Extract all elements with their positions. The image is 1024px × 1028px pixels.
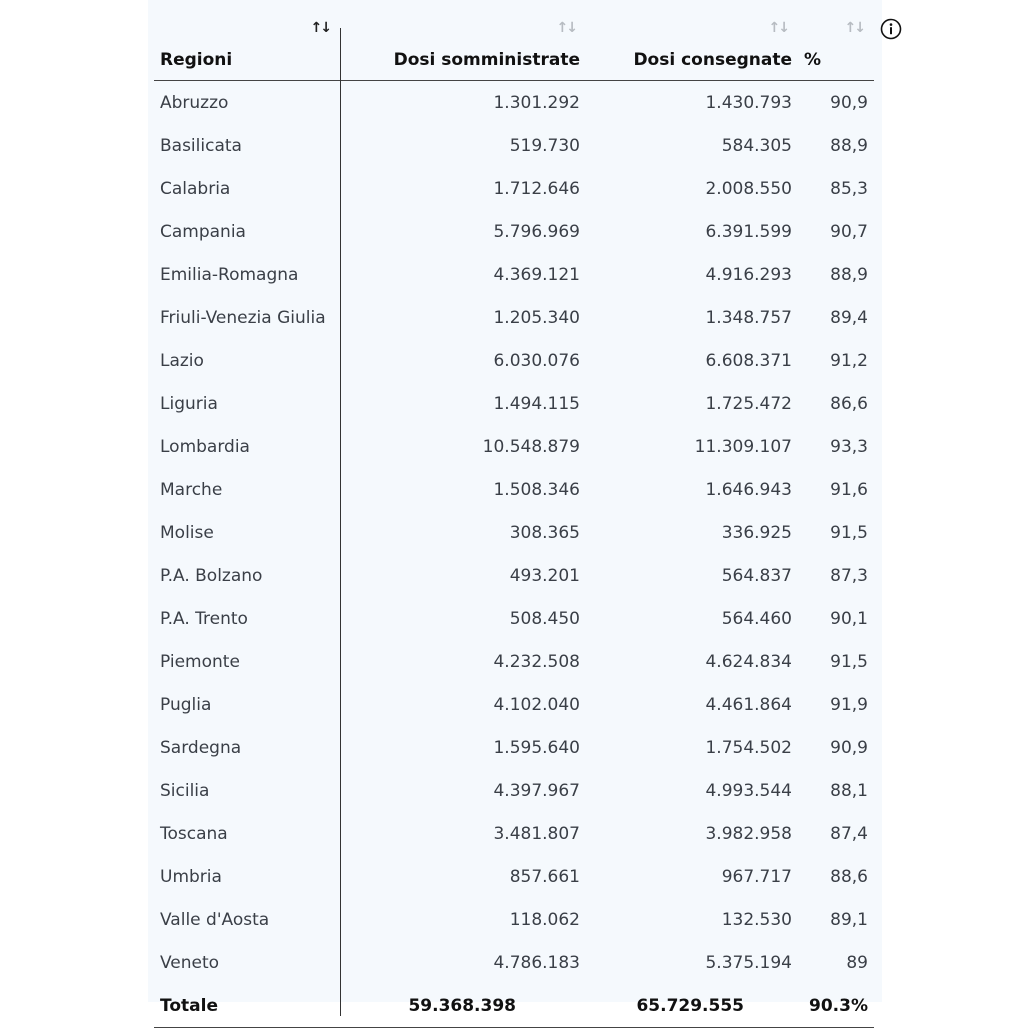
cell-dosi-somministrate: 308.365 (509, 522, 580, 543)
cell-dosi-consegnate: 1.754.502 (705, 737, 792, 758)
sort-arrows-icon[interactable]: ↑↓ (556, 20, 576, 36)
cell-percent: 90,1 (830, 608, 868, 629)
cell-dosi-consegnate: 4.461.864 (705, 694, 792, 715)
cell-dosi-consegnate: 4.993.544 (705, 780, 792, 801)
cell-percent: 88,9 (830, 264, 868, 285)
sort-arrows-icon[interactable]: ↑↓ (844, 20, 864, 36)
cell-dosi-consegnate: 3.982.958 (705, 823, 792, 844)
table-row (154, 167, 874, 210)
info-icon[interactable] (880, 18, 902, 40)
cell-regione: P.A. Trento (160, 608, 248, 629)
header-percent[interactable] (798, 14, 874, 81)
cell-dosi-somministrate: 4.397.967 (493, 780, 580, 801)
header-dosi-consegnate[interactable] (586, 14, 798, 81)
cell-percent: 91,5 (830, 651, 868, 672)
cell-dosi-somministrate: 10.548.879 (482, 436, 580, 457)
cell-dosi-somministrate: 4.232.508 (493, 651, 580, 672)
table-row (154, 855, 874, 898)
cell-dosi-somministrate: 1.205.340 (493, 307, 580, 328)
table-row (154, 769, 874, 812)
cell-regione: Puglia (160, 694, 212, 715)
table-row (154, 683, 874, 726)
cell-dosi-somministrate: 6.030.076 (493, 350, 580, 371)
cell-dosi-consegnate: 564.460 (721, 608, 792, 629)
cell-dosi-consegnate: 6.391.599 (705, 221, 792, 242)
cell-regione: Lazio (160, 350, 204, 371)
table-row (154, 468, 874, 511)
table-row (154, 726, 874, 769)
cell-regione: Sardegna (160, 737, 242, 758)
cell-dosi-consegnate: 1.725.472 (705, 393, 792, 414)
table-row (154, 812, 874, 855)
cell-percent: 88,1 (830, 780, 868, 801)
cell-dosi-consegnate: 1.646.943 (705, 479, 792, 500)
cell-dosi-consegnate: 1.430.793 (705, 92, 792, 113)
cell-percent: 89,4 (830, 307, 868, 328)
cell-percent: 87,4 (830, 823, 868, 844)
cell-regione: Veneto (160, 952, 220, 973)
cell-percent: 91,5 (830, 522, 868, 543)
cell-dosi-somministrate: 5.796.969 (493, 221, 580, 242)
cell-percent: 90,9 (830, 92, 868, 113)
cell-dosi-consegnate: 2.008.550 (705, 178, 792, 199)
cell-regione: Campania (160, 221, 246, 242)
cell-percent: 91,6 (830, 479, 868, 500)
header-label: Regioni (160, 50, 233, 70)
sort-arrows-icon[interactable]: ↑↓ (310, 20, 330, 36)
cell-regione: Calabria (160, 178, 231, 199)
cell-dosi-somministrate: 118.062 (509, 909, 580, 930)
cell-dosi-somministrate: 1.712.646 (493, 178, 580, 199)
table-row (154, 81, 874, 125)
cell-regione: Sicilia (160, 780, 210, 801)
total-row (154, 984, 874, 1028)
cell-dosi-somministrate: 857.661 (509, 866, 580, 887)
header-label: Dosi consegnate (633, 50, 792, 70)
cell-dosi-somministrate: 4.369.121 (493, 264, 580, 285)
cell-dosi-consegnate: 132.530 (721, 909, 792, 930)
table-row (154, 941, 874, 984)
cell-dosi-consegnate: 584.305 (721, 135, 792, 156)
total-somministrate: 59.368.398 (340, 984, 586, 1028)
cell-dosi-consegnate: 336.925 (721, 522, 792, 543)
cell-percent: 86,6 (830, 393, 868, 414)
cell-regione: Abruzzo (160, 92, 229, 113)
header-regioni[interactable] (154, 14, 340, 81)
table-row (154, 253, 874, 296)
cell-dosi-somministrate: 3.481.807 (493, 823, 580, 844)
table-row (154, 597, 874, 640)
column-divider (340, 28, 341, 1016)
cell-dosi-consegnate: 967.717 (721, 866, 792, 887)
table-row (154, 425, 874, 468)
cell-percent: 88,6 (830, 866, 868, 887)
cell-percent: 88,9 (830, 135, 868, 156)
table-row (154, 382, 874, 425)
table-row (154, 640, 874, 683)
cell-regione: Friuli-Venezia Giulia (160, 307, 326, 328)
cell-dosi-somministrate: 4.786.183 (493, 952, 580, 973)
cell-dosi-somministrate: 508.450 (509, 608, 580, 629)
cell-percent: 90,7 (830, 221, 868, 242)
cell-dosi-somministrate: 493.201 (509, 565, 580, 586)
cell-dosi-consegnate: 4.624.834 (705, 651, 792, 672)
regions-table (154, 14, 874, 1028)
table-row (154, 511, 874, 554)
table-row (154, 296, 874, 339)
sort-arrows-icon[interactable]: ↑↓ (768, 20, 788, 36)
table-row (154, 210, 874, 253)
cell-dosi-somministrate: 1.508.346 (493, 479, 580, 500)
header-dosi-somministrate[interactable] (340, 14, 586, 81)
cell-regione: Piemonte (160, 651, 240, 672)
cell-dosi-somministrate: 1.595.640 (493, 737, 580, 758)
cell-regione: Umbria (160, 866, 222, 887)
cell-dosi-somministrate: 4.102.040 (493, 694, 580, 715)
cell-percent: 89,1 (830, 909, 868, 930)
total-label: Totale (154, 984, 340, 1028)
cell-regione: Lombardia (160, 436, 250, 457)
cell-percent: 89 (846, 952, 868, 973)
cell-percent: 91,9 (830, 694, 868, 715)
cell-dosi-somministrate: 1.494.115 (493, 393, 580, 414)
cell-dosi-consegnate: 1.348.757 (705, 307, 792, 328)
cell-percent: 93,3 (830, 436, 868, 457)
total-percent: 90.3% (798, 984, 874, 1028)
cell-dosi-consegnate: 4.916.293 (705, 264, 792, 285)
cell-dosi-consegnate: 5.375.194 (705, 952, 792, 973)
cell-dosi-somministrate: 519.730 (509, 135, 580, 156)
cell-percent: 90,9 (830, 737, 868, 758)
cell-dosi-somministrate: 1.301.292 (493, 92, 580, 113)
cell-dosi-consegnate: 11.309.107 (694, 436, 792, 457)
cell-regione: Valle d'Aosta (160, 909, 270, 930)
table-row (154, 898, 874, 941)
cell-regione: P.A. Bolzano (160, 565, 263, 586)
header-label: Dosi somministrate (393, 50, 580, 70)
header-label: % (804, 50, 822, 70)
cell-regione: Marche (160, 479, 223, 500)
cell-regione: Liguria (160, 393, 218, 414)
cell-regione: Emilia-Romagna (160, 264, 299, 285)
table-row (154, 339, 874, 382)
cell-dosi-consegnate: 564.837 (721, 565, 792, 586)
table-row (154, 124, 874, 167)
cell-percent: 91,2 (830, 350, 868, 371)
cell-regione: Toscana (160, 823, 228, 844)
cell-percent: 87,3 (830, 565, 868, 586)
cell-regione: Basilicata (160, 135, 242, 156)
table-header-row (154, 14, 874, 81)
total-consegnate: 65.729.555 (586, 984, 798, 1028)
cell-percent: 85,3 (830, 178, 868, 199)
cell-dosi-consegnate: 6.608.371 (705, 350, 792, 371)
table-row (154, 554, 874, 597)
cell-regione: Molise (160, 522, 214, 543)
